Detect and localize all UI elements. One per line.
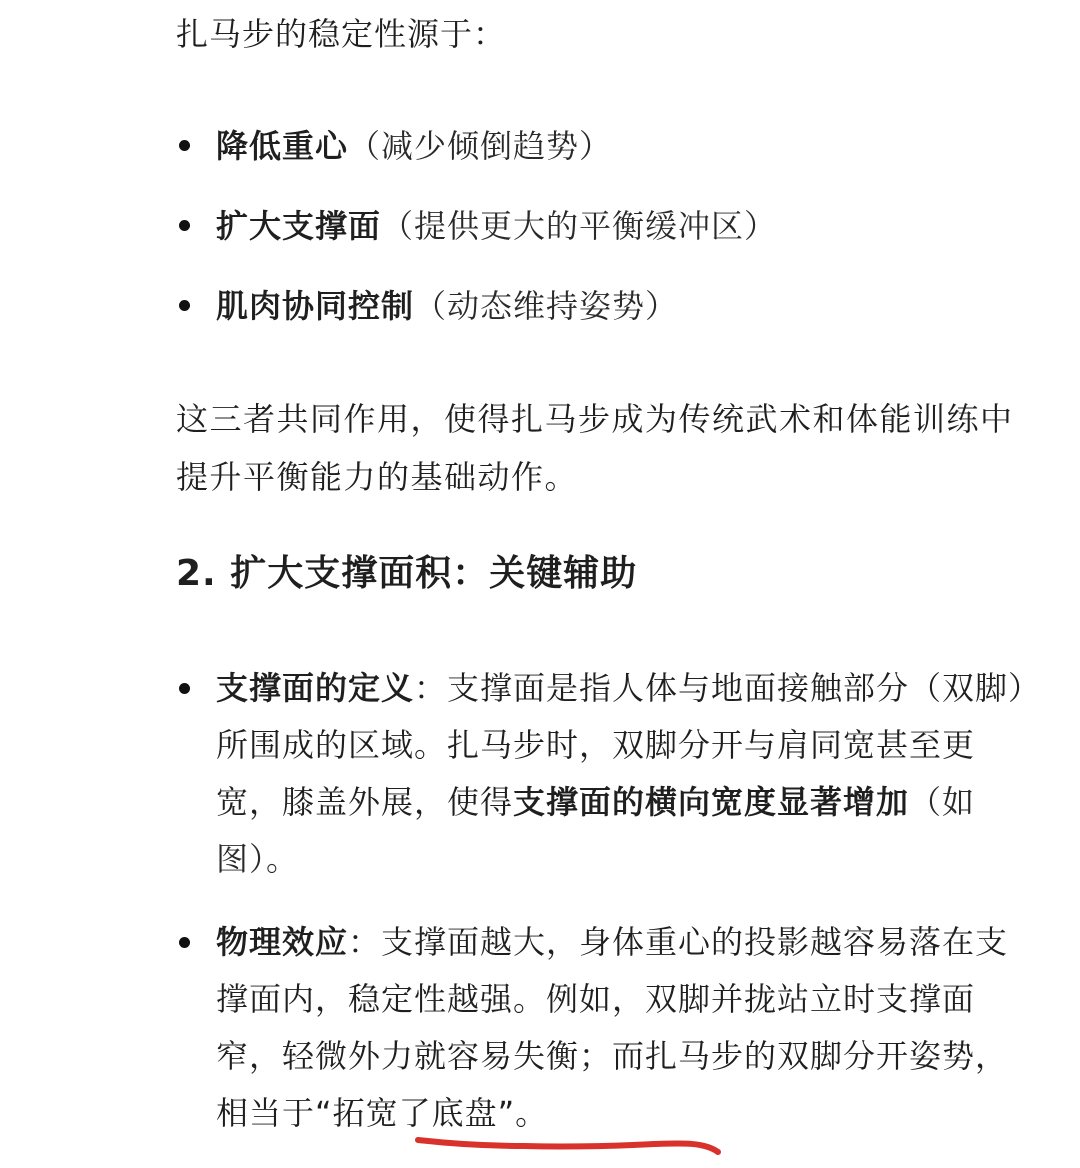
factor-term: 降低重心 [216, 127, 349, 165]
list-item [176, 118, 1036, 174]
list-item [176, 198, 1036, 254]
list-item [176, 278, 1036, 334]
bullet-icon [179, 937, 190, 948]
section-heading: 2. 扩大支撑面积：关键辅助 [176, 553, 638, 594]
factor-note: （减少倾倒趋势） [348, 127, 613, 165]
point-highlight: 相当于“拓宽了底盘” [216, 1094, 516, 1132]
summary-paragraph: 这三者共同作用，使得扎马步成为传统武术和体能训练中提升平衡能力的基础动作。 [176, 400, 1014, 496]
factor-term: 扩大支撑面 [216, 207, 382, 245]
support-points-list [176, 660, 1036, 1168]
point-term: 物理效应 [216, 923, 349, 961]
point-separator: ： [414, 669, 448, 707]
point-emphasis: 支撑面的横向宽度显著增加 [513, 783, 910, 821]
bullet-icon [179, 300, 190, 311]
bullet-icon [179, 220, 190, 231]
point-text: 支撑面是指人体与地面接触部分（双脚）所围成的区域。扎马步时，双脚分开与肩同宽甚至更宽，膝盖外展，使得 [216, 669, 1026, 821]
factor-term: 肌肉协同控制 [216, 287, 415, 325]
point-separator: ： [348, 923, 382, 961]
point-term: 支撑面的定义 [216, 669, 415, 707]
list-item [176, 660, 1036, 888]
intro-text: 扎马步的稳定性源于： [176, 15, 507, 53]
point-tail: （如图）。 [216, 783, 976, 878]
point-text: 支撑面越大，身体重心的投影越容易落在支撑面内，稳定性越强。例如，双脚并拢站立时支撑面窄，轻微外力就容易失衡；而扎马步的双脚分开姿势， [216, 923, 1009, 1075]
factor-note: （提供更大的平衡缓冲区） [381, 207, 778, 245]
stability-factors-list [176, 118, 1036, 358]
factor-note: （动态维持姿势） [414, 287, 679, 325]
bullet-icon [179, 683, 190, 694]
point-tail: 。 [515, 1094, 549, 1132]
bullet-icon [179, 140, 190, 151]
list-item [176, 914, 1036, 1142]
